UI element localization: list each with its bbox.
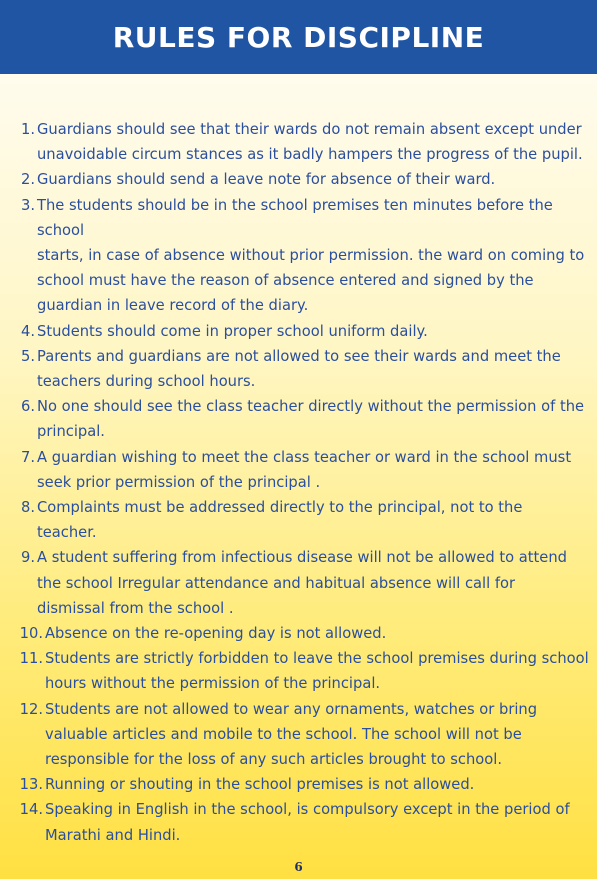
rule-text: [35, 394, 597, 444]
rule-item: [0, 697, 597, 773]
rule-line: Running or shouting in the school premises is not allowed.: [45, 776, 475, 794]
rule-item: [0, 167, 597, 192]
rule-number: 8.: [20, 499, 35, 517]
rule-number: 13.: [19, 776, 43, 794]
rule-line: Students are strictly forbidden to leave the school premises during school: [45, 650, 589, 668]
rule-text: [43, 646, 597, 696]
rule-line: Parents and guardians are not allowed to see their wards and meet the: [37, 347, 561, 365]
rule-item: [0, 319, 597, 344]
rule-number: 11.: [19, 650, 43, 668]
rule-line: A student suffering from infectious disease will not be allowed to attend: [37, 549, 567, 567]
rule-item: [0, 445, 597, 495]
rule-line: seek prior permission of the principal .: [37, 473, 321, 491]
rule-item: [0, 797, 597, 847]
rule-text: [43, 621, 597, 646]
rules-list: [0, 117, 597, 848]
rule-line: teachers during school hours.: [37, 373, 256, 391]
rule-line: valuable articles and mobile to the school. The school will not be: [45, 725, 522, 743]
rule-item: [0, 117, 597, 167]
rule-number: 10.: [19, 625, 43, 643]
rule-line: Students should come in proper school uniform daily.: [37, 322, 428, 340]
rule-item: [0, 772, 597, 797]
rule-number: 3.: [20, 196, 35, 214]
rule-line: the school Irregular attendance and habitual absence will call for: [37, 574, 516, 592]
rule-line: The students should be in the school premises ten minutes before the: [37, 196, 553, 214]
rule-line: Guardians should send a leave note for absence of their ward.: [37, 171, 496, 189]
rule-line: Complaints must be addressed directly to the principal, not to the: [37, 499, 523, 517]
rule-number: 6.: [20, 398, 35, 416]
page-title: RULES FOR DISCIPLINE: [112, 20, 485, 54]
rule-line: unavoidable circum stances as it badly hampers the progress of the pupil.: [37, 146, 583, 164]
title-banner: [0, 0, 597, 74]
rule-item: [0, 621, 597, 646]
rule-line: No one should see the class teacher directly without the permission of the: [37, 398, 585, 416]
rule-line: Marathi and Hindi.: [45, 826, 181, 844]
rule-text: [43, 772, 597, 797]
rule-line: Guardians should see that their wards do not remain absent except under: [37, 121, 582, 138]
page-number: 6: [294, 860, 303, 874]
rule-text: [35, 344, 597, 394]
rule-line: responsible for the loss of any such articles brought to school.: [45, 751, 503, 769]
rule-line: dismissal from the school .: [37, 599, 234, 617]
rule-text: [35, 193, 597, 319]
rule-number: 5.: [20, 347, 35, 365]
rule-line: starts, in case of absence without prior permission. the ward on coming to: [37, 247, 585, 265]
rule-line: teacher.: [37, 524, 97, 542]
rule-line: principal.: [37, 423, 105, 441]
rule-number: 12.: [19, 700, 43, 718]
rule-text: [35, 319, 597, 344]
rule-line: guardian in leave record of the diary.: [37, 297, 309, 315]
rule-item: [0, 193, 597, 319]
rule-number: 14.: [19, 801, 43, 819]
rule-text: [35, 445, 597, 495]
rule-text: [43, 797, 597, 847]
rule-line: Absence on the re-opening day is not allowed.: [45, 625, 387, 643]
rule-number: 1.: [20, 121, 35, 138]
rule-item: [0, 394, 597, 444]
rule-item: [0, 545, 597, 621]
rule-number: 2.: [20, 171, 35, 189]
rule-line: Students are not allowed to wear any ornaments, watches or bring: [45, 700, 538, 718]
rule-number: 7.: [20, 448, 35, 466]
rule-text: [35, 117, 597, 167]
rule-text: [43, 697, 597, 773]
rule-item: [0, 495, 597, 545]
rule-number: 4.: [20, 322, 35, 340]
rule-text: [35, 167, 597, 192]
rule-line: A guardian wishing to meet the class teacher or ward in the school must: [37, 448, 572, 466]
rule-item: [0, 344, 597, 394]
rule-number: 9.: [20, 549, 35, 567]
rule-item: [0, 646, 597, 696]
rule-text: [35, 495, 597, 545]
rule-line: school: [37, 221, 85, 239]
rule-text: [35, 545, 597, 621]
rule-line: Speaking in English in the school, is compulsory except in the period of: [45, 801, 570, 819]
rule-line: school must have the reason of absence entered and signed by the: [37, 272, 534, 290]
rule-line: hours without the permission of the principal.: [45, 675, 381, 693]
